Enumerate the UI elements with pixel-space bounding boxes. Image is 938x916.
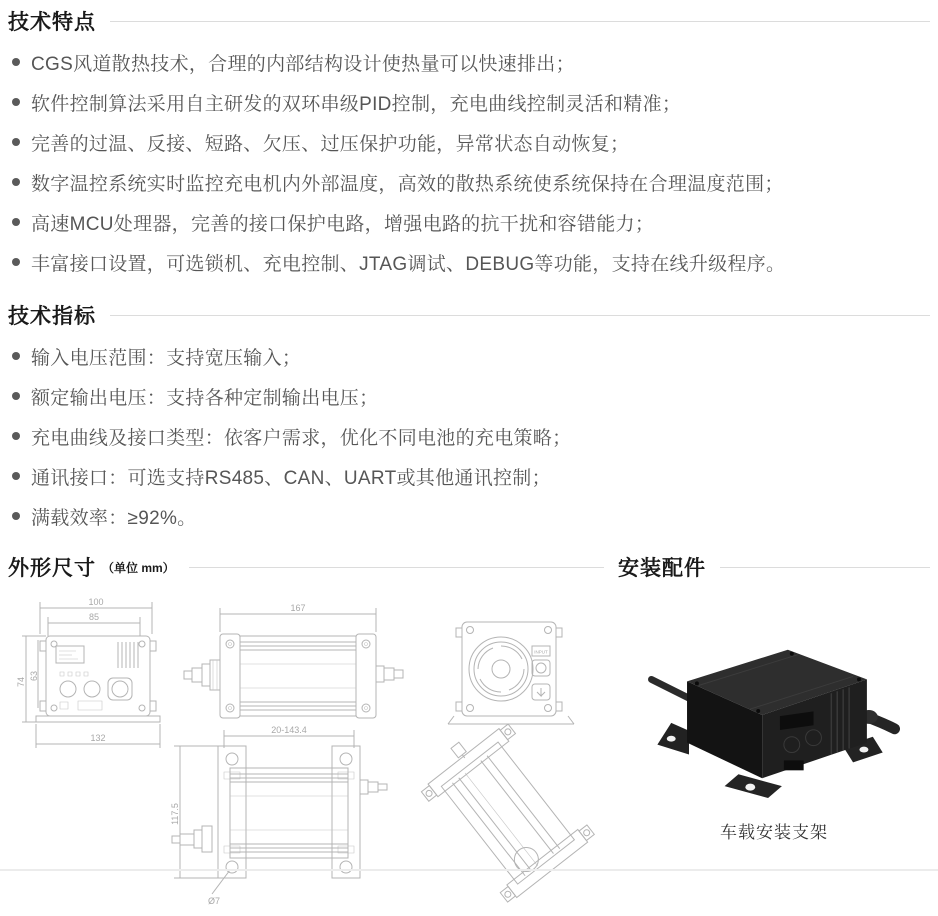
bullet-text: 通讯接口：可选支持RS485、CAN、UART或其他通讯控制；	[31, 467, 551, 489]
dim-label: 167	[290, 603, 306, 613]
rear-view-drawing	[446, 612, 576, 742]
section-features	[8, 6, 930, 282]
dim-label: 117.5	[170, 803, 180, 825]
bullet-text: 满载效率：≥92%。	[31, 507, 197, 529]
bullet-icon	[12, 432, 20, 440]
dim-label: 20-143.4	[271, 725, 307, 735]
bullet-text: 完善的过温、反接、短路、欠压、过压保护功能，异常状态自动恢复；	[31, 133, 630, 155]
dim-label: 63	[29, 670, 39, 682]
isometric-view-drawing	[420, 724, 605, 916]
dim-label: 100	[88, 597, 104, 607]
photo-caption: 车载安装支架	[720, 823, 828, 842]
features-header	[8, 6, 930, 36]
dimension-drawings	[8, 582, 604, 906]
bullet-text: 软件控制算法采用自主研发的双环串级PID控制，充电曲线控制灵活和精准；	[31, 93, 682, 115]
bullet-text: 输入电压范围：支持宽压输入；	[31, 347, 302, 369]
list-item	[10, 496, 930, 536]
specs-header	[8, 300, 930, 330]
dim-label: 74	[16, 676, 26, 688]
connector-label: INPUT	[534, 649, 548, 655]
specs-title: 技术指标	[8, 305, 96, 328]
divider-line	[189, 567, 604, 568]
features-list	[8, 42, 930, 282]
section-accessories	[618, 552, 930, 872]
bullet-icon	[12, 472, 20, 480]
bullet-icon	[12, 98, 20, 106]
dimensions-title: 外形尺寸	[8, 557, 96, 580]
bullet-text: 丰富接口设置，可选锁机、充电控制、JTAG调试、DEBUG等功能，支持在线升级程序。	[31, 253, 786, 275]
list-item	[10, 456, 930, 496]
bullet-icon	[12, 258, 20, 266]
bullet-text: 高速MCU处理器，完善的接口保护电路，增强电路的抗干扰和容错能力；	[31, 213, 655, 235]
dim-label: 132	[90, 733, 106, 743]
list-item	[10, 42, 930, 82]
bullet-icon	[12, 392, 20, 400]
accessories-title: 安装配件	[618, 557, 706, 580]
list-item	[10, 376, 930, 416]
side-view-drawing	[180, 602, 410, 742]
bullet-icon	[12, 512, 20, 520]
bracket-photo-wrap	[618, 630, 930, 798]
dim-label: Ø7	[207, 896, 221, 906]
list-item	[10, 336, 930, 376]
list-item	[10, 242, 930, 282]
section-specs	[8, 300, 930, 536]
list-item	[10, 202, 930, 242]
bullet-icon	[12, 138, 20, 146]
dimensions-header	[8, 552, 604, 582]
divider-line	[720, 567, 930, 568]
bullet-icon	[12, 352, 20, 360]
divider-line	[110, 315, 930, 316]
features-title: 技术特点	[8, 11, 96, 34]
section-dimensions	[8, 552, 604, 906]
dim-label: 85	[88, 612, 100, 622]
bottom-row	[8, 552, 930, 906]
bullet-text: CGS风道散热技术，合理的内部结构设计使热量可以快速排出；	[31, 53, 575, 75]
bullet-icon	[12, 58, 20, 66]
list-item	[10, 416, 930, 456]
bullet-text: 额定输出电压：支持各种定制输出电压；	[31, 387, 379, 409]
list-item	[10, 122, 930, 162]
accessories-header	[618, 552, 930, 582]
bullet-text: 充电曲线及接口类型：依客户需求，优化不同电池的充电策略；	[31, 427, 572, 449]
list-item	[10, 162, 930, 202]
bullet-text: 数字温控系统实时监控充电机内外部温度，高效的散热系统使系统保持在合理温度范围；	[31, 173, 784, 195]
list-item	[10, 82, 930, 122]
unit-note: （单位 mm）	[102, 560, 175, 575]
top-view-drawing	[168, 722, 418, 914]
bullet-icon	[12, 218, 20, 226]
bullet-icon	[12, 178, 20, 186]
front-view-drawing	[16, 596, 176, 764]
bracket-product-photo	[646, 630, 902, 798]
divider-line	[110, 21, 930, 22]
specs-list	[8, 336, 930, 536]
